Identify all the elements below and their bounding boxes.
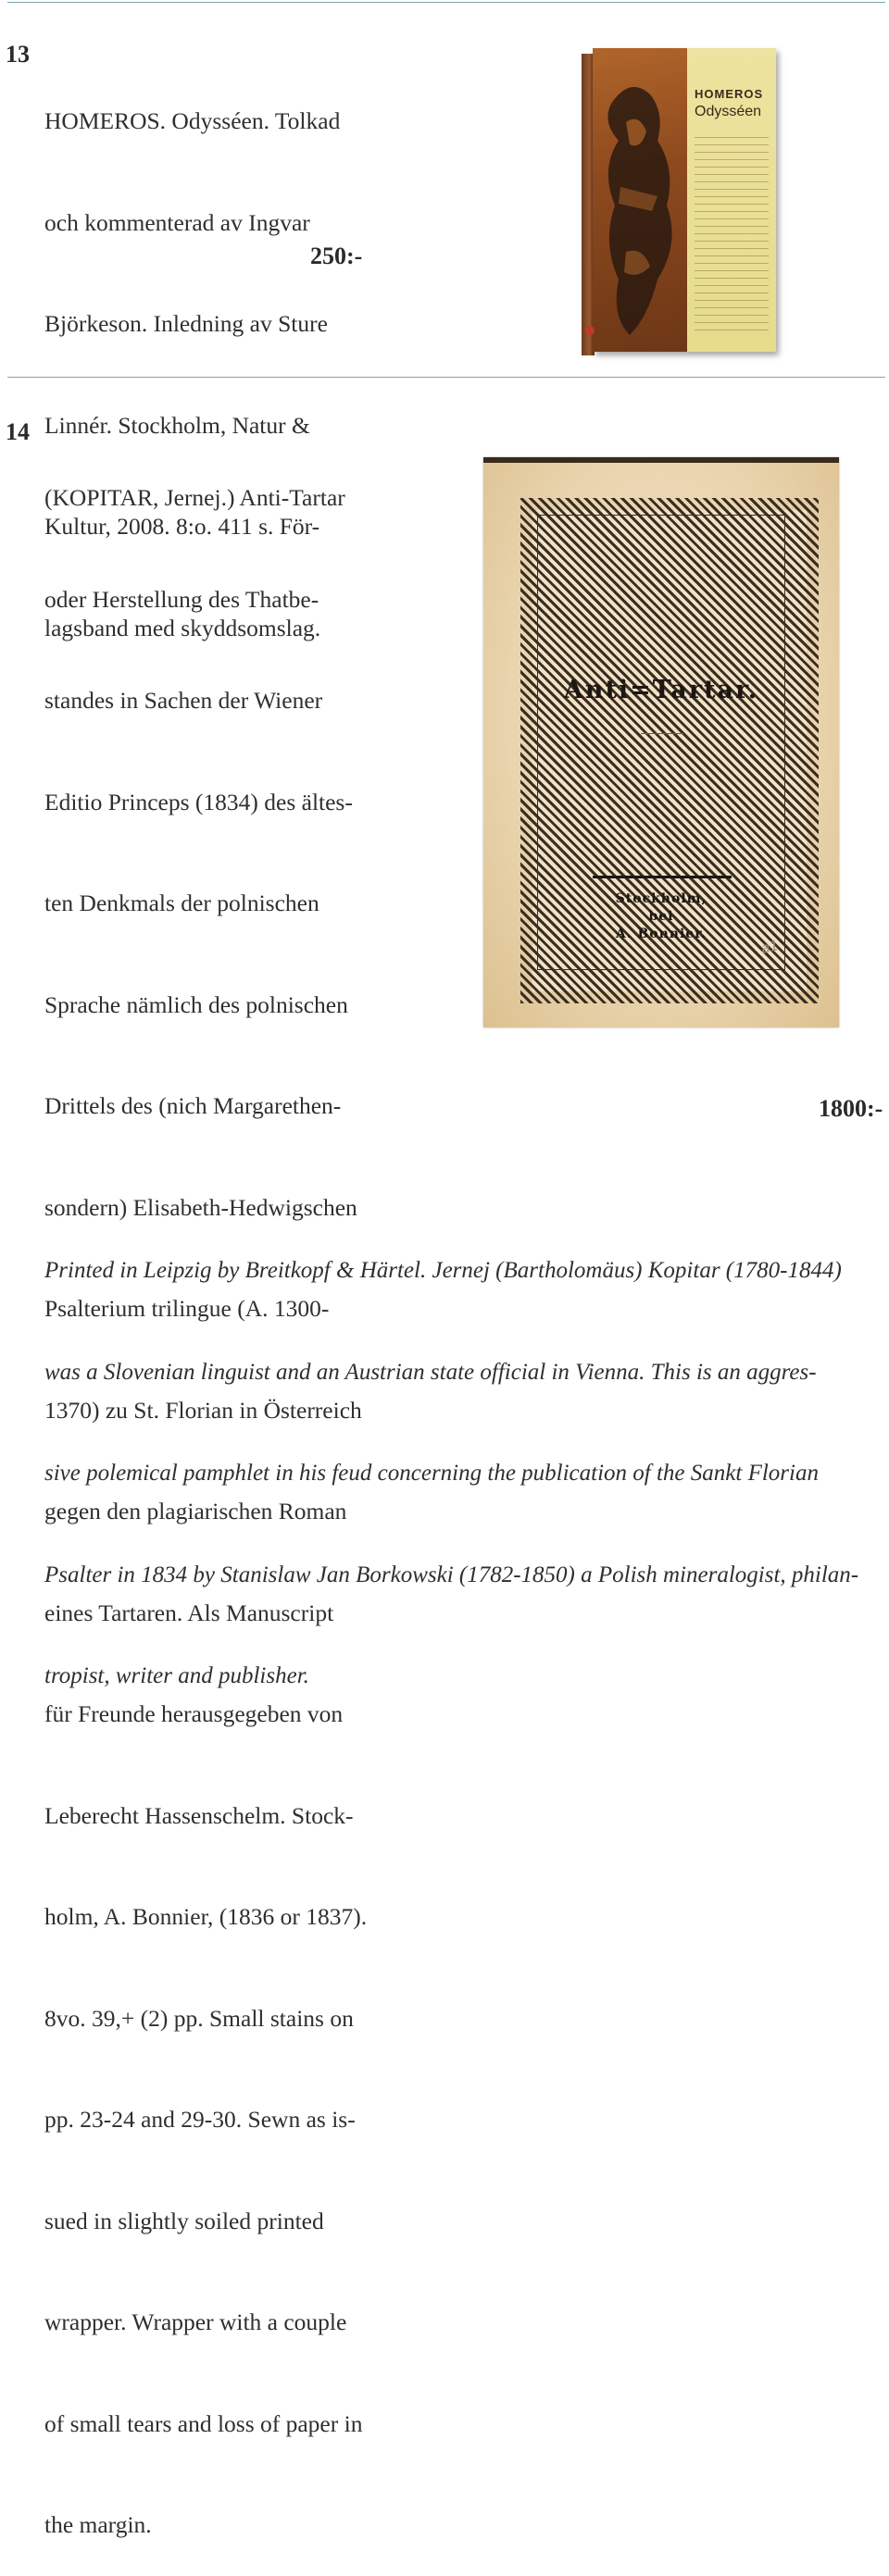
cover-title: Odysséen: [695, 104, 762, 119]
description-line: wrapper. Wrapper with a couple: [44, 2308, 347, 2335]
lot-number: 14: [6, 418, 30, 445]
cover-blurb: [695, 137, 769, 331]
description-line: Editio Princeps (1834) des ältes-: [44, 788, 353, 815]
description-line: sued in slightly soiled printed: [44, 2207, 324, 2234]
description-line: (KOPITAR, Jernej.) Anti-Tartar: [44, 484, 345, 511]
pamphlet-photo: [483, 457, 839, 1027]
cover-illustration: [593, 48, 687, 352]
description-line: lagsband med skyddsomslag.: [44, 614, 321, 641]
description-line: Leberecht Hassenschelm. Stock-: [44, 1801, 354, 1829]
description-line: Psalterium trilingue (A. 1300-: [44, 1295, 330, 1322]
description-line: och kommenterad av Ingvar: [44, 208, 310, 236]
book-cover: [593, 48, 776, 352]
lot-price: 250:-: [310, 243, 363, 269]
description-line: sondern) Elisabeth-Hedwigschen: [44, 1193, 357, 1221]
lot-note: [44, 1187, 858, 1727]
description-line: ten Denkmals der polnischen: [44, 890, 319, 916]
imprint-line: Stockholm,: [615, 891, 707, 906]
note-line: sive polemical pamphlet in his feud concerning the publication of the Sankt Florian: [44, 1461, 819, 1486]
pamphlet-imprint: [537, 890, 785, 943]
description-line: pp. 23-24 and 29-30. Sewn as is-: [44, 2106, 356, 2133]
imprint-line: bei: [648, 909, 674, 924]
description-line: Björkeson. Inledning av Sture: [44, 310, 328, 337]
description-line: holm, A. Bonnier, (1836 or 1837).: [44, 1903, 368, 1930]
description-line: 1370) zu St. Florian in Österreich: [44, 1396, 362, 1424]
section-divider: [7, 377, 885, 378]
book-photo: [582, 48, 776, 359]
description-line: Linnér. Stockholm, Natur &: [44, 411, 310, 439]
note-line: Psalter in 1834 by Stanislaw Jan Borkowski (1782-1850) a Polish mineralogist, philan-: [44, 1562, 859, 1587]
lot-price: 1800:-: [819, 1095, 883, 1122]
description-line: Sprache nämlich des polnischen: [44, 990, 348, 1018]
description-line: 8vo. 39,+ (2) pp. Small stains on: [44, 2004, 354, 2032]
description-line: eines Tartaren. Als Manuscript: [44, 1599, 334, 1626]
top-divider: [7, 2, 885, 3]
description-line: HOMEROS. Odysséen. Tolkad: [44, 107, 341, 134]
publisher-logo-icon: [585, 326, 595, 335]
pamphlet-edge: [483, 457, 839, 463]
pamphlet-title: Anti=Tartar.: [563, 676, 759, 704]
pencil-annotation: a1: [759, 937, 781, 957]
lot-number: 13: [6, 41, 30, 68]
title-rule: [641, 733, 683, 734]
description-line: Drittels des (nich Margarethen-: [44, 1092, 342, 1119]
description-line: für Freunde herausgegeben von: [44, 1700, 344, 1727]
note-line: was a Slovenian linguist and an Austrian state official in Vienna. This is an aggres-: [44, 1359, 817, 1385]
imprint-rule: [593, 876, 732, 878]
cover-author: HOMEROS: [695, 87, 764, 101]
note-line: tropist, writer and publisher.: [44, 1663, 309, 1688]
description-line: gegen den plagiarischen Roman: [44, 1498, 347, 1524]
description-line: oder Herstellung des Thatbe-: [44, 585, 319, 613]
note-line: Printed in Leipzig by Breitkopf & Härtel. Jernej (Bartholomäus) Kopitar (1780-1844): [44, 1258, 842, 1283]
description-line: of small tears and loss of paper in: [44, 2409, 363, 2437]
description-line: the margin.: [44, 2511, 152, 2538]
imprint-line: A. Bonnier.: [615, 927, 707, 941]
description-line: standes in Sachen der Wiener: [44, 687, 323, 714]
vase-figure-illustration: [593, 48, 687, 352]
description-line: Kultur, 2008. 8:o. 411 s. För-: [44, 513, 320, 540]
